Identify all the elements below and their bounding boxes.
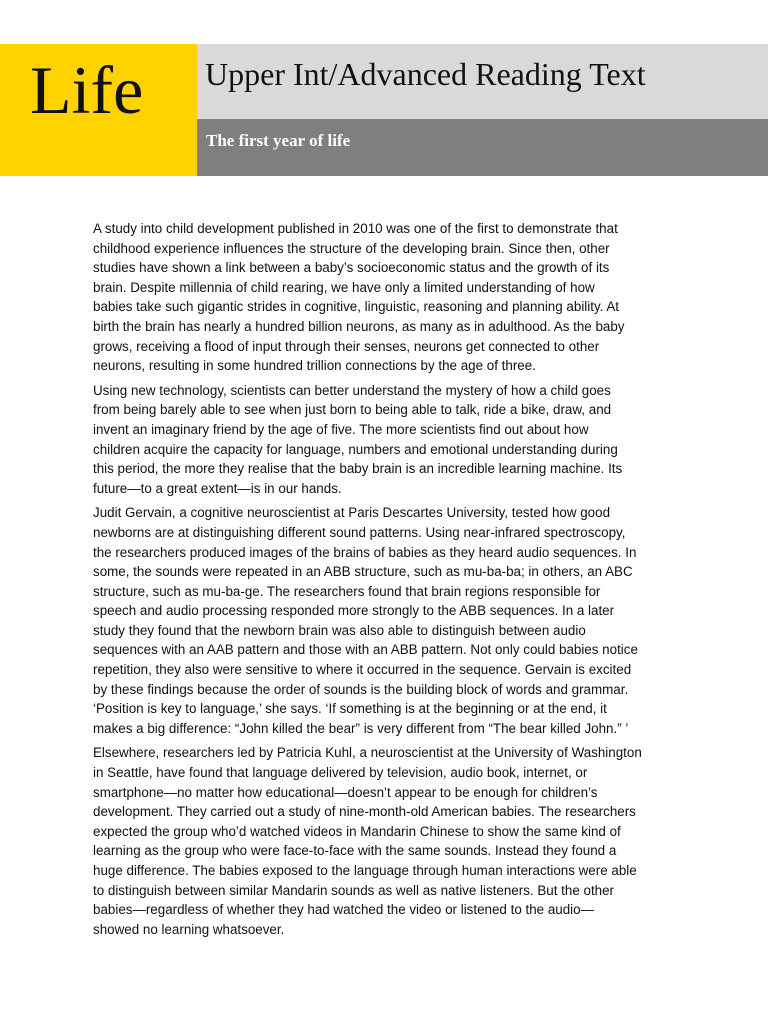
paragraph-line: newborns are at distinguishing different sound patterns. Using near-infrared spectroscopy, (93, 524, 626, 540)
article-body (93, 219, 677, 944)
paragraph-line: huge difference. The babies exposed to the language through human interactions were able (93, 863, 637, 878)
paragraph-line: future—to a great extent—is in our hands. (93, 480, 342, 496)
paragraph-line: brain. Despite millennia of child rearing, we have only a limited understanding of how (93, 279, 595, 295)
paragraph-line: birth the brain has nearly a hundred billion neurons, as many as in adulthood. As the baby (93, 318, 625, 334)
paragraph-3 (93, 503, 677, 738)
paragraph-line: some, the sounds were repeated in an ABB structure, such as mu-ba-ba; in others, an ABC (93, 564, 633, 580)
paragraph-1 (93, 219, 677, 376)
paragraph-line: ‘Position is key to language,’ she says. ‘If something is at the beginning or at the end, it (93, 701, 607, 717)
paragraph-line: in Seattle, have found that language delivered by television, audio book, internet, or (93, 765, 588, 781)
life-logo: Life (30, 52, 144, 128)
paragraph-line: structure, such as mu-ba-ge. The researchers found that brain regions responsible for (93, 583, 601, 599)
paragraph-line: by these findings because the order of sounds is the building block of words and grammar. (93, 681, 629, 697)
paragraph-line: babies take such gigantic strides in cognitive, linguistic, reasoning and planning ability. At (93, 299, 620, 315)
paragraph-line: showed no learning whatsoever. (93, 921, 285, 937)
paragraph-line: childhood experience influences the structure of the developing brain. Since then, other (93, 240, 610, 256)
page-subtitle: The first year of life (206, 131, 351, 150)
paragraph-line: Judit Gervain, a cognitive neuroscientist at Paris Descartes University, tested how good (93, 505, 611, 521)
paragraph-2 (93, 381, 677, 499)
paragraph-line: learning as the group who were face-to-face with the same sounds. Instead they found a (93, 843, 617, 859)
paragraph-line: studies have shown a link between a baby’s socioeconomic status and the growth of its (93, 260, 610, 276)
paragraph-line: makes a big difference: “John killed the bear” is very different from “The bear killed John.” ’ (93, 720, 629, 736)
paragraph-line: sequences with an AAB pattern and those with an ABB pattern. Not only could babies notice (93, 642, 638, 658)
paragraph-line: from being barely able to see when just born to being able to talk, ride a bike, draw, and (93, 402, 612, 418)
page-title: Upper Int/Advanced Reading Text (205, 56, 646, 92)
paragraph-line: speech and audio processing responded more strongly to the ABB sequences. In a later (93, 603, 615, 619)
paragraph-4 (93, 743, 677, 939)
paragraph-line: grows, receiving a flood of input through their senses, neurons get connected to other (93, 338, 600, 354)
paragraph-line: neurons, resulting in some hundred trillion connections by the age of three. (93, 358, 536, 374)
paragraph-line: expected the group who’d watched videos in Mandarin Chinese to show the same kind of (93, 823, 621, 839)
paragraph-line: study they found that the newborn brain was also able to distinguish between audio (93, 622, 586, 638)
paragraph-line: smartphone—no matter how educational—doesn’t appear to be enough for children’s (93, 784, 598, 800)
paragraph-line: Elsewhere, researchers led by Patricia Kuhl, a neuroscientist at the University of Washington (93, 745, 642, 761)
paragraph-line: babies—regardless of whether they had watched the video or listened to the audio— (93, 902, 594, 918)
paragraph-line: A study into child development published in 2010 was one of the first to demonstrate that (93, 221, 618, 236)
paragraph-line: Using new technology, scientists can better understand the mystery of how a child goes (93, 382, 611, 398)
paragraph-line: invent an imaginary friend by the age of five. The more scientists find out about how (93, 421, 589, 437)
paragraph-line: to distinguish between similar Mandarin sounds as well as native listeners. But the other (93, 882, 615, 898)
paragraph-line: development. They carried out a study of nine-month-old American babies. The researchers (93, 804, 636, 820)
paragraph-line: children acquire the capacity for language, numbers and emotional understanding during (93, 441, 618, 457)
paragraph-line: repetition, they also were sensitive to where it occurred in the sequence. Gervain is excited (93, 662, 632, 678)
paragraph-line: this period, the more they realise that the baby brain is an incredible learning machine. Its (93, 461, 623, 477)
paragraph-line: the researchers produced images of the brains of babies as they heard audio sequences. In (93, 544, 637, 560)
